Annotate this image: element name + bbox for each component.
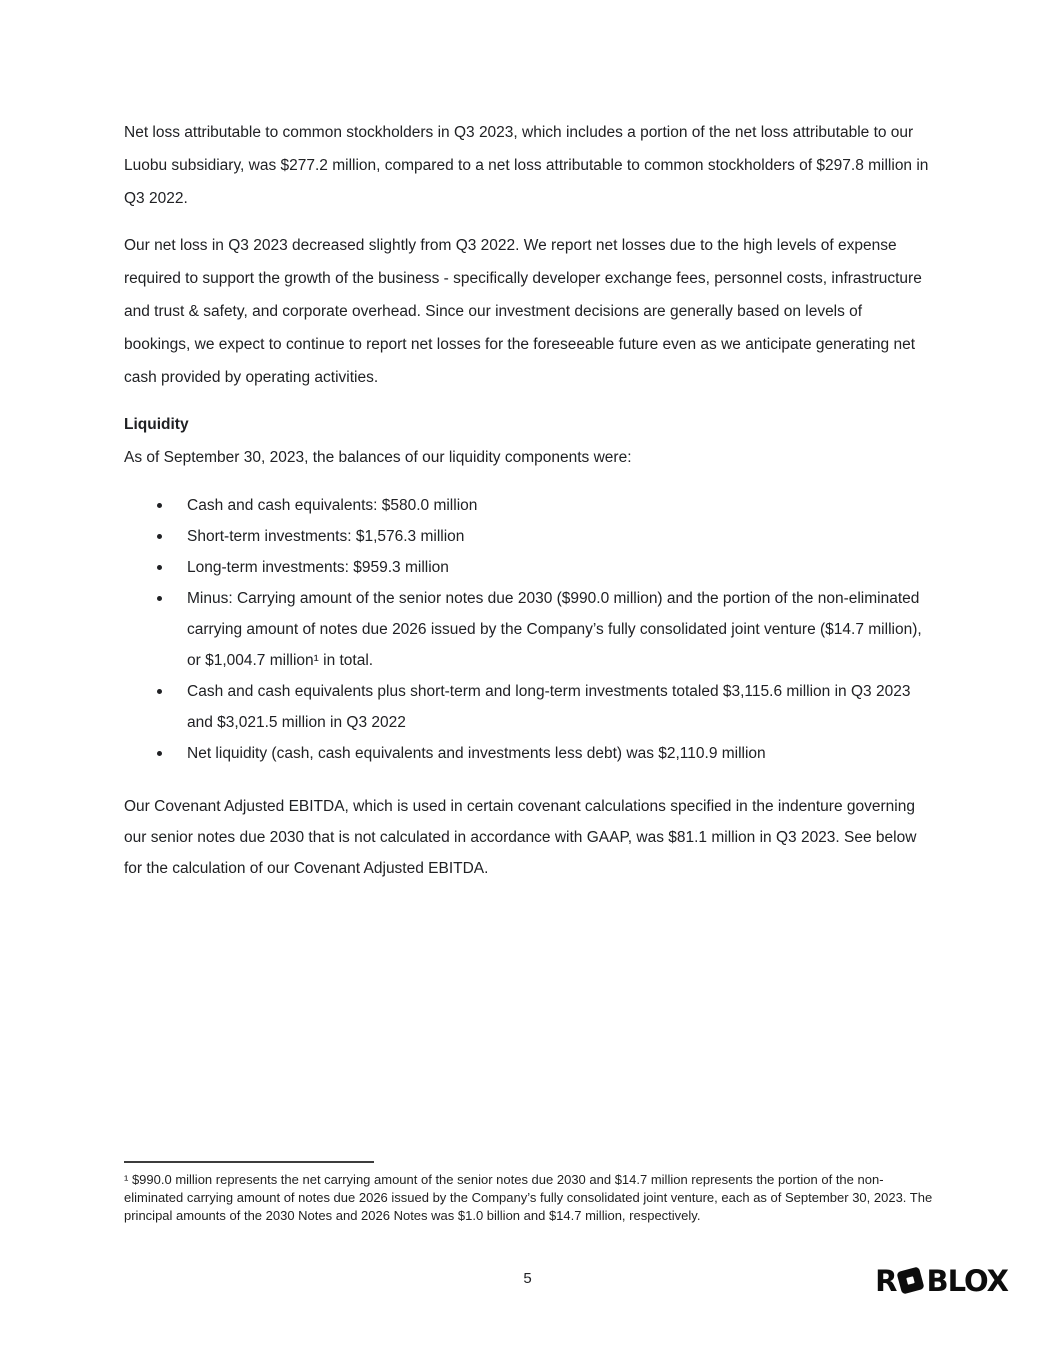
bullet-icon [157,565,162,570]
bullet-text: Cash and cash equivalents: $580.0 million [187,497,478,514]
footnote-text: ¹ $990.0 million represents the net carrying amount of the senior notes due 2030 and $14.7 million represents the portion of the non-eliminated carrying amount of notes due 2026 issued by the Company’s fully consolidated joint venture, each as of September 30, 2023. The principal amounts of the 2030 Notes and 2026 Notes was $1.0 billion and $14.7 million, respectively. [124,1172,933,1223]
bullet-text: Short-term investments: $1,576.3 million [187,528,465,545]
bullet-icon [157,689,162,694]
liquidity-bullet-list [124,490,931,769]
logo-letters-blox: BLOX [926,1263,1008,1298]
bullet-text: Net liquidity (cash, cash equivalents and investments less debt) was $2,110.9 million [187,745,766,762]
footnote-divider [124,1161,374,1163]
list-item [124,738,931,769]
paragraph-net-loss-drivers: Our net loss in Q3 2023 decreased slightly from Q3 2022. We report net losses due to the high levels of expense required to support the growth of the business - specifically developer exchange fees, personnel costs, infrastructure and trust & safety, and corporate overhead. Since our investment decisions are generally based on levels of bookings, we expect to continue to report net losses for the foreseeable future even as we anticipate generating net cash provided by operating activities. [124,237,922,386]
list-item [124,676,931,738]
roblox-square-hole [907,1276,916,1285]
liquidity-heading: Liquidity [124,416,189,433]
list-item [124,521,931,552]
list-item [124,583,931,676]
page-body [124,116,931,884]
roblox-tilted-square-icon [897,1266,925,1294]
bullet-text: Minus: Carrying amount of the senior notes due 2030 ($990.0 million) and the portion of the non-eliminated carrying amount of notes due 2026 issued by the Company’s fully consolidated joint venture ($14.7 million), or $1,004.7 million¹ in total. [187,590,922,669]
bullet-text: Cash and cash equivalents plus short-term and long-term investments totaled $3,115.6 million in Q3 2023 and $3,021.5 million in Q3 2022 [187,683,911,731]
liquidity-intro: As of September 30, 2023, the balances of our liquidity components were: [124,449,632,466]
roblox-logo [875,1264,1008,1298]
bullet-icon [157,596,162,601]
bullet-icon [157,534,162,539]
logo-letter-r: R [875,1263,897,1298]
footnote-block [124,1161,936,1225]
page-number: 5 [523,1270,532,1287]
bullet-icon [157,503,162,508]
list-item [124,552,931,583]
bullet-icon [157,751,162,756]
paragraph-net-loss: Net loss attributable to common stockholders in Q3 2023, which includes a portion of the net loss attributable to our Luobu subsidiary, was $277.2 million, compared to a net loss attributable to common stockholders of $297.8 million in Q3 2022. [124,124,929,207]
paragraph-covenant-ebitda: Our Covenant Adjusted EBITDA, which is used in certain covenant calculations specified in the indenture governing our senior notes due 2030 that is not calculated in accordance with GAAP, was $81.1 million in Q3 2023. See below for the calculation of our Covenant Adjusted EBITDA. [124,798,917,877]
list-item [124,490,931,521]
bullet-text: Long-term investments: $959.3 million [187,559,449,576]
